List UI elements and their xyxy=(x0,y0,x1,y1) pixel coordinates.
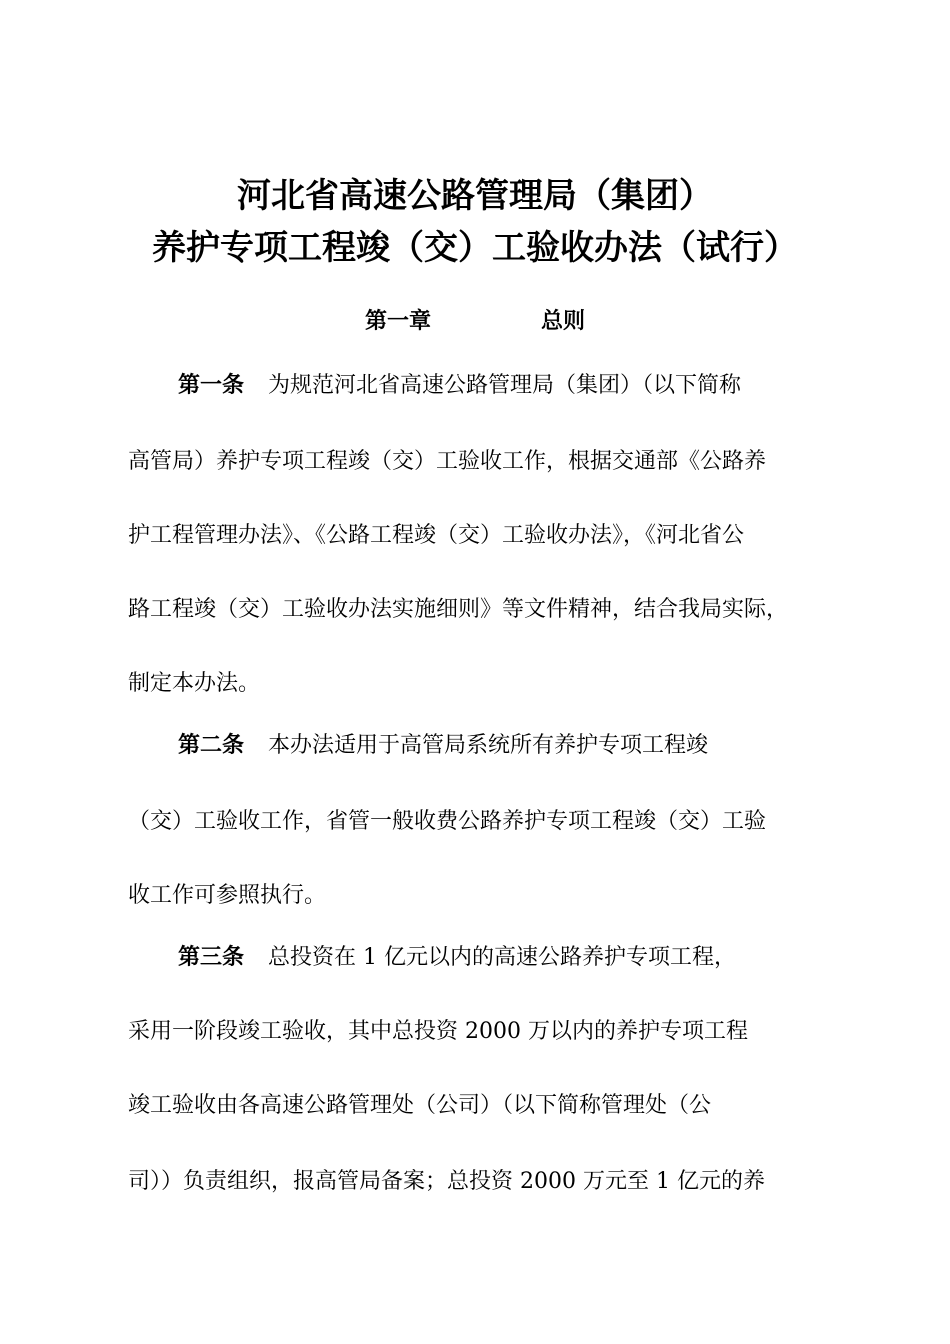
article-1-line-3: 护工程管理办法》、《公路工程竣（交）工验收办法》，《河北省公 xyxy=(128,523,745,548)
article-3-line-2: 采用一阶段竣工验收，其中总投资 2000 万以内的养护专项工程 xyxy=(128,1019,748,1044)
article-1-line-1 xyxy=(178,370,838,402)
article-3-text-1: 总投资在 1 亿元以内的高速公路养护专项工程， xyxy=(268,945,737,970)
article-2-line-3: 收工作可参照执行。 xyxy=(128,883,327,908)
article-2-line-2: （交）工验收工作，省管一般收费公路养护专项工程竣（交）工验 xyxy=(128,809,767,834)
article-1-line-2: 高管局）养护专项工程竣（交）工验收工作，根据交通部《公路养 xyxy=(128,449,767,474)
article-1-line-4: 路工程竣（交）工验收办法实施细则》等文件精神，结合我局实际， xyxy=(128,597,789,622)
document-title-line-2: 养护专项工程竣（交）工验收办法（试行） xyxy=(152,228,798,268)
chapter-heading xyxy=(0,306,950,338)
chapter-name: 总则 xyxy=(541,309,586,334)
article-1-label: 第一条 xyxy=(178,373,245,398)
article-1-line-5: 制定本办法。 xyxy=(128,671,261,696)
article-2-label: 第二条 xyxy=(178,733,245,758)
article-3-line-3: 竣工验收由各高速公路管理处（公司）（以下简称管理处（公 xyxy=(128,1093,712,1118)
article-2-line-1 xyxy=(178,730,838,762)
article-3-line-1 xyxy=(178,942,838,974)
article-1-text-1: 为规范河北省高速公路管理局（集团）（以下简称 xyxy=(268,373,742,398)
document-title-line-1: 河北省高速公路管理局（集团） xyxy=(237,176,713,216)
article-2-text-1: 本办法适用于高管局系统所有养护专项工程竣 xyxy=(268,733,709,758)
article-3-label: 第三条 xyxy=(178,945,245,970)
article-3-line-4: 司））负责组织，报高管局备案；总投资 2000 万元至 1 亿元的养 xyxy=(128,1169,765,1194)
chapter-number: 第一章 xyxy=(364,309,431,334)
